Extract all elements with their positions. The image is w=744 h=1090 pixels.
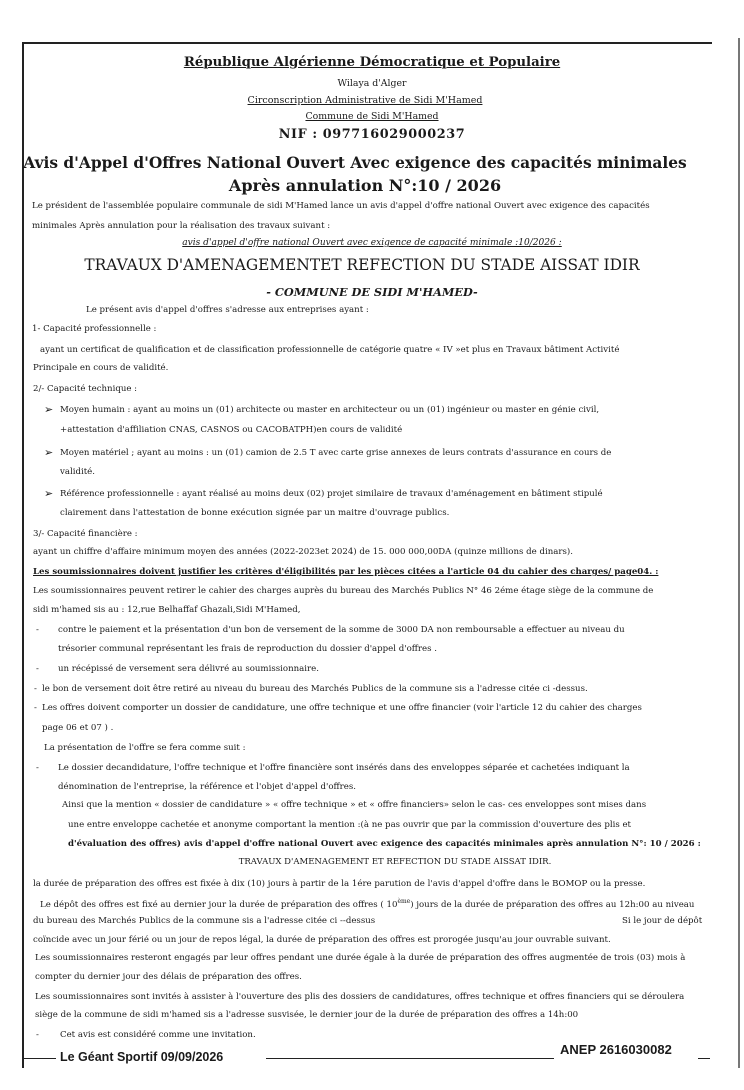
dash-bullet: - (36, 625, 39, 635)
professional-capacity-heading: 1- Capacité professionnelle : (32, 324, 157, 334)
offers-text-1: Les offres doivent comporter un dossier de candidature, une offre technique et une offre financier (voir l'article 12 du cahier des charges (42, 703, 642, 713)
notice-number: Après annulation N°:10 / 2026 (228, 176, 502, 195)
financial-capacity-text: ayant un chiffre d'affaire minimum moyen des années (2022-2023et 2024) de 15. 000 000,00DA (quinze millions de dinars). (33, 547, 573, 557)
dash-bullet: - (36, 664, 39, 674)
mention-text-1: Ainsi que la mention « dossier de candidature » « offre technique » et « offre financiers» selon le cas- ces enveloppes sont mises dans (62, 800, 647, 810)
nif-number: NIF : 097716029000237 (278, 127, 466, 142)
mention-text-3: d'évaluation des offres) avis d'appel d'offre national Ouvert avec exigence des capacités minimales après annulation N°: 10 / 2026 : (68, 839, 701, 849)
engagement-text-1: Les soumissionnaires resteront engagés par leur offres pendant une durée égale à la durée de préparation des offres augmentée de trois (03) mois à (35, 953, 686, 963)
offers-text-2: page 06 et 07 ) . (42, 723, 114, 733)
voucher-text: le bon de versement doit être retiré au niveau du bureau des Marchés Publics de la commune sis a l'adresse citée ci -dessus. (42, 684, 588, 694)
intro-text-2: minimales Après annulation pour la réalisation des travaux suivant : (32, 221, 331, 231)
commune-subtitle: - COMMUNE DE SIDI M'HAMED- (266, 285, 478, 299)
arrow-bullet-icon: ➢ (44, 487, 54, 500)
footer-rule-middle (266, 1058, 554, 1059)
intro-text-1: Le président de l'assemblée populaire communale de sidi M'Hamed lance un avis d'appel d'offre national Ouvert avec exigence des capacités (32, 201, 650, 211)
notice-reference: avis d'appel d'offre national Ouvert avec exigence de capacité minimale :10/2026 : (182, 238, 562, 248)
deposit-text-1: Le dépôt des offres est fixé au dernier jour la durée de préparation des offres ( 10ème) jours de la durée de préparation des offres au 12h:00 au niveau (40, 898, 695, 910)
circonscription-label: Circonscription Administrative de Sidi M'Hamed (247, 95, 483, 106)
engagement-text-2: compter du dernier jour des délais de préparation des offres. (35, 972, 302, 982)
envelope-text-2: dénomination de l'entreprise, la référence et l'objet d'appel d'offres. (58, 782, 356, 792)
invitation-text-2: siège de la commune de sidi m'hamed sis a l'adresse susvisée, le dernier jour de la durée de préparation des offres a 14h:00 (35, 1010, 579, 1020)
professional-reference-text-2: clairement dans l'attestation de bonne exécution signée par un maitre d'ouvrage publics. (60, 508, 450, 518)
arrow-bullet-icon: ➢ (44, 446, 54, 459)
duration-text: la durée de préparation des offres est fixée à dix (10) jours à partir de la 1ére parution de l'avis d'appel d'offre dans le BOMOP ou la presse. (33, 879, 646, 889)
human-resources-text-1: Moyen humain : ayant au moins un (01) architecte ou master en architecteur ou un (01) ingénieur ou master en génie civil, (60, 405, 600, 415)
receipt-text: un récépissé de versement sera délivré au soumissionnaire. (58, 664, 319, 674)
dash-bullet: - (34, 703, 37, 713)
republic-title: République Algérienne Démocratique et Populaire (183, 55, 561, 70)
footer-anep-reference: ANEP 2616030082 (560, 1042, 672, 1057)
project-title-repeat: TRAVAUX D'AMENAGEMENT ET REFECTION DU STADE AISSAT IDIR. (238, 857, 552, 867)
wilaya-label: Wilaya d'Alger (337, 78, 407, 89)
retrieve-text-2: sidi m'hamed sis au : 12,rue Belhaffaf Ghazali,Sidi M'Hamed, (33, 605, 301, 615)
notice-title: Avis d'Appel d'Offres National Ouvert Avec exigence des capacités minimales (23, 154, 687, 172)
dash-bullet: - (36, 763, 39, 773)
payment-text-2: trésorier communal représentant les frais de reproduction du dossier d'appel d'offres . (58, 644, 437, 654)
dash-bullet: - (36, 1030, 39, 1040)
human-resources-text-2: +attestation d'affiliation CNAS, CASNOS ou CACOBATPH)en cours de validité (60, 425, 403, 435)
retrieve-text-1: Les soumissionnaires peuvent retirer le cahier des charges auprès du bureau des Marchés Publics N° 46 2éme étage siège de la commune de (33, 586, 654, 596)
footer-publication: Le Géant Sportif 09/09/2026 (60, 1050, 224, 1064)
footer-rule-left (24, 1058, 56, 1059)
footer-rule-right (698, 1058, 710, 1059)
arrow-bullet-icon: ➢ (44, 403, 54, 416)
eligibility-text: Les soumissionnaires doivent justifier les critères d'éligibilités par les pièces citées a l'article 04 du cahier des charges/ page04. : (33, 567, 659, 577)
professional-capacity-text-1: ayant un certificat de qualification et de classification professionnelle de catégorie quatre « IV »et plus en Travaux bâtiment Activité (40, 345, 620, 355)
professional-reference-text-1: Référence professionnelle : ayant réalisé au moins deux (02) projet similaire de travaux d'aménagement en bâtiment stipulé (60, 489, 603, 499)
payment-text-1: contre le paiement et la présentation d'un bon de versement de la somme de 3000 DA non remboursable a effectuer au niveau du (58, 625, 625, 635)
presentation-text: La présentation de l'offre se fera comme suit : (44, 743, 246, 753)
professional-capacity-text-2: Principale en cours de validité. (33, 363, 169, 373)
deposit-text-2b: Si le jour de dépôt (622, 916, 703, 926)
mention-text-2: une entre enveloppe cachetée et anonyme comportant la mention :(à ne pas ouvrir que par la commission d'ouverture des plis et (68, 820, 631, 830)
envelope-text-1: Le dossier decandidature, l'offre technique et l'offre financière sont insérés dans des enveloppes séparée et cachetées indiquant la (58, 763, 630, 773)
commune-label: Commune de Sidi M'Hamed (305, 111, 439, 122)
page-edge (738, 38, 740, 1068)
invitation-text-1: Les soumissionnaires sont invités à assister à l'ouverture des plis des dossiers de candidatures, offres technique et offres financiers qui se déroulera (35, 992, 685, 1002)
invitation-note: Cet avis est considéré comme une invitation. (60, 1030, 256, 1040)
dash-bullet: - (34, 684, 37, 694)
deposit-text-2a: du bureau des Marchés Publics de la commune sis a l'adresse citée ci --dessus (33, 916, 376, 926)
addressee-text: Le présent avis d'appel d'offres s'adresse aux entreprises ayant : (86, 305, 369, 315)
material-resources-text-2: validité. (60, 467, 95, 477)
deposit-text-3: coïncide avec un jour férié ou un jour de repos légal, la durée de préparation des offres est prorogée jusqu'au jour ouvrable suivant. (33, 935, 611, 945)
project-title: TRAVAUX D'AMENAGEMENTET REFECTION DU STADE AISSAT IDIR (84, 256, 640, 274)
financial-capacity-heading: 3/- Capacité financière : (33, 529, 138, 539)
material-resources-text-1: Moyen matériel ; ayant au moins : un (01) camion de 2.5 T avec carte grise annexes de leurs contrats d'assurance en cours de (60, 448, 612, 458)
technical-capacity-heading: 2/- Capacité technique : (33, 384, 138, 394)
